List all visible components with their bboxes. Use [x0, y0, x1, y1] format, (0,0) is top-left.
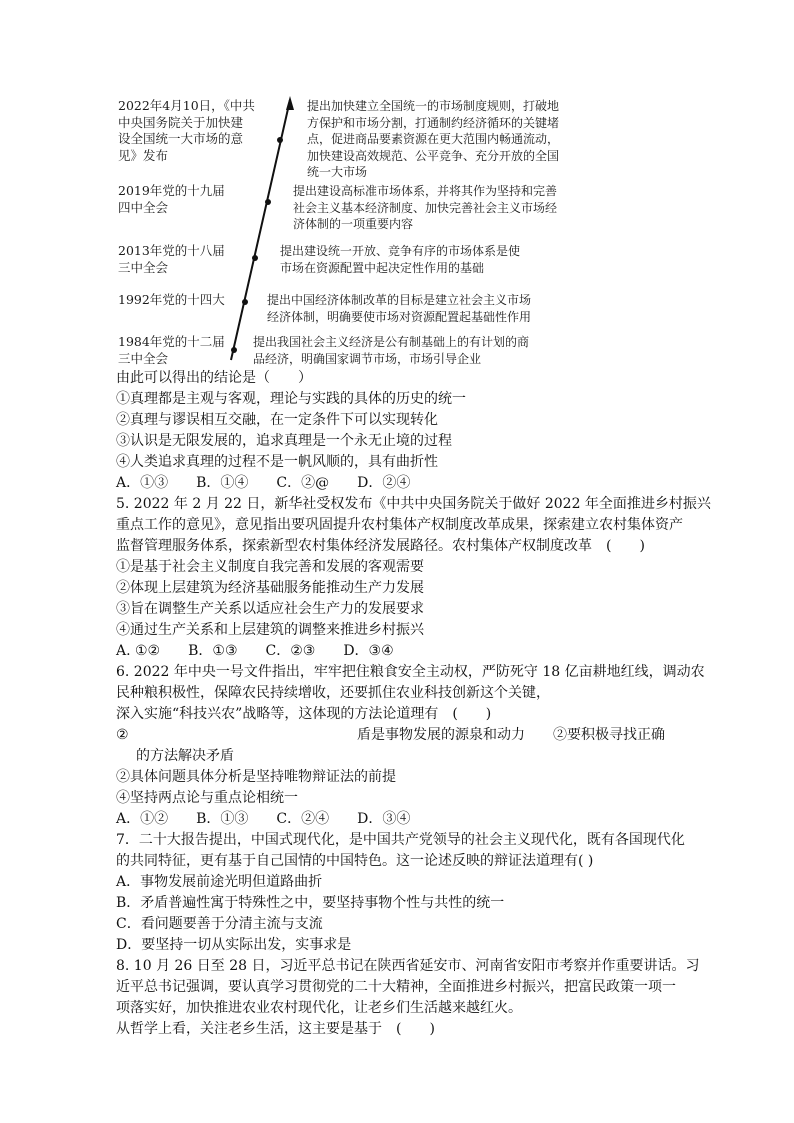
q4-option-1: ①真理都是主观与客观，理论与实践的具体的历史的统一: [116, 391, 466, 407]
q4-choices: A．①③ B．①④ C．②@ D．②④: [116, 475, 411, 491]
q5-option-2: ②体现上层建筑为经济基础服务能推动生产力发展: [116, 580, 424, 596]
q7-option-c: C．看问题要善于分清主流与支流: [116, 916, 323, 932]
q5-stem-line2: 重点工作的意见》，意见指出要巩固提升农村集体产权制度改革成果，探索建立农村集体资产: [116, 517, 683, 533]
timeline-date-2013: 2013年党的十八届 三中全会: [118, 243, 225, 275]
q6-option-2-text: ②要积极寻找正确: [553, 727, 665, 743]
q7-option-b: B．矛盾普遍性寓于特殊性之中，要坚持事物个性与共性的统一: [116, 895, 505, 911]
timeline-desc-2019: 提出建设高标准市场体系，并将其作为坚持和完善 社会主义基本经济制度、加快完善社会主义市场经 济体制的一项重要内容: [293, 184, 558, 231]
q6-option-1-text: 盾是事物发展的源泉和动力: [357, 727, 525, 743]
timeline-date-2019: 2019年党的十九届 四中全会: [118, 183, 225, 215]
timeline-desc-1984: 提出我国社会主义经济是公有制基础上的有计划的商 品经济，明确国家调节市场，市场引导企业: [253, 335, 530, 366]
q5-option-4: ④通过生产关系和上层建筑的调整来推进乡村振兴: [116, 622, 424, 638]
q6-option-4: ④坚持两点论与重点论相统一: [116, 790, 298, 806]
timeline-dot-1984: [231, 347, 237, 353]
q7-option-a: A．事物发展前途光明但道路曲折: [116, 874, 323, 890]
q6-option-3: ②具体问题具体分析是坚持唯物辩证法的前提: [116, 769, 396, 785]
q6-stem-line2: 民种粮积极性，保障农民持续增收，还要抓住农业科技创新这个关键，: [116, 685, 550, 701]
q6-choices: A．①② B．①③ C．②④ D．③④: [116, 811, 411, 827]
q7-stem-line2: 的共同特征，更有基于自己国情的中国特色。这一论述反映的辩证法道理有( ): [116, 853, 594, 869]
q5-stem-line3: 监督管理服务体系，探索新型农村集体经济发展路径。农村集体产权制度改革 ( ): [116, 538, 645, 554]
timeline-date-1984: 1984年党的十二届 三中全会: [118, 334, 225, 366]
q4-option-3: ③认识是无限发展的，追求真理是一个永无止境的过程: [116, 433, 452, 449]
q5-option-3: ③旨在调整生产关系以适应社会生产力的发展要求: [116, 601, 424, 617]
q4-option-4: ④人类追求真理的过程不是一帆风顺的，具有曲折性: [116, 454, 438, 470]
timeline-date-1992: 1992年党的十四大: [118, 292, 225, 307]
q8-stem-line1: 8. 10 月 26 日至 28 日，习近平总书记在陕西省延安市、河南省安阳市考察并作重要讲话。习: [116, 958, 700, 974]
q8-stem-line2: 近平总书记强调，要认真学习贯彻党的二十大精神，全面推进乡村振兴，把富民政策一项一: [116, 979, 676, 995]
timeline-desc-2022: 提出加快建立全国统一的市场制度规则，打破地 方保护和市场分割，打通制约经济循环的关键堵 点，促进商品要素资源在更大范围内畅通流动， 加快建设高效规范、公平竞争、充分开放的全国 统一大市场: [307, 99, 560, 179]
timeline-desc-1992: 提出中国经济体制改革的目标是建立社会主义市场 经济体制，明确要使市场对资源配置起基础性作用: [267, 293, 532, 324]
q5-option-1: ①是基于社会主义制度自我完善和发展的客观需要: [116, 559, 424, 575]
q4-option-2: ②真理与谬误相互交融，在一定条件下可以实现转化: [116, 412, 438, 428]
q5-stem-line1: 5. 2022 年 2 月 22 日，新华社受权发布《中共中央国务院关于做好 2022 年全面推进乡村振兴: [116, 496, 711, 512]
q6-option-1-marker: ②: [116, 727, 129, 743]
timeline-dot-2019: [265, 199, 271, 205]
timeline-date-2022: 2022年4月10日，《中共 中央国务院关于加快建 设全国统一大市场的意 见》发布: [118, 98, 255, 163]
timeline-desc-2013: 提出建设统一开放、竞争有序的市场体系是使 市场在资源配置中起决定性作用的基础: [280, 244, 521, 275]
timeline-dot-2013: [252, 255, 258, 261]
q4-stem: 由此可以得出的结论是（ ）: [116, 370, 312, 386]
q6-option-2-cont: 的方法解决矛盾: [136, 748, 234, 764]
timeline-arrowhead: [286, 96, 294, 110]
q8-stem-line3: 项落实好，加快推进农业农村现代化，让老乡们生活越来越红火。: [116, 1000, 522, 1016]
timeline-dot-1992: [242, 299, 248, 305]
q7-option-d: D．要坚持一切从实际出发，实事求是: [116, 937, 352, 953]
q8-question: 从哲学上看，关注老乡生活，这主要是基于 ( ): [116, 1021, 435, 1037]
q5-choices: A. ①② B．①③ C．②③ D．③④: [116, 643, 394, 659]
q6-stem-line1: 6. 2022 年中央一号文件指出，牢牢把住粮食安全主动权，严防死守 18 亿亩耕地红线，调动农: [116, 664, 705, 680]
q7-stem-line1: 7．二十大报告提出，中国式现代化，是中国共产党领导的社会主义现代化，既有各国现代化: [116, 832, 685, 848]
timeline-dot-2022: [277, 137, 283, 143]
q6-stem-line3: 深入实施“科技兴农”战略等，这体现的方法论道理有 ( ): [116, 706, 492, 722]
